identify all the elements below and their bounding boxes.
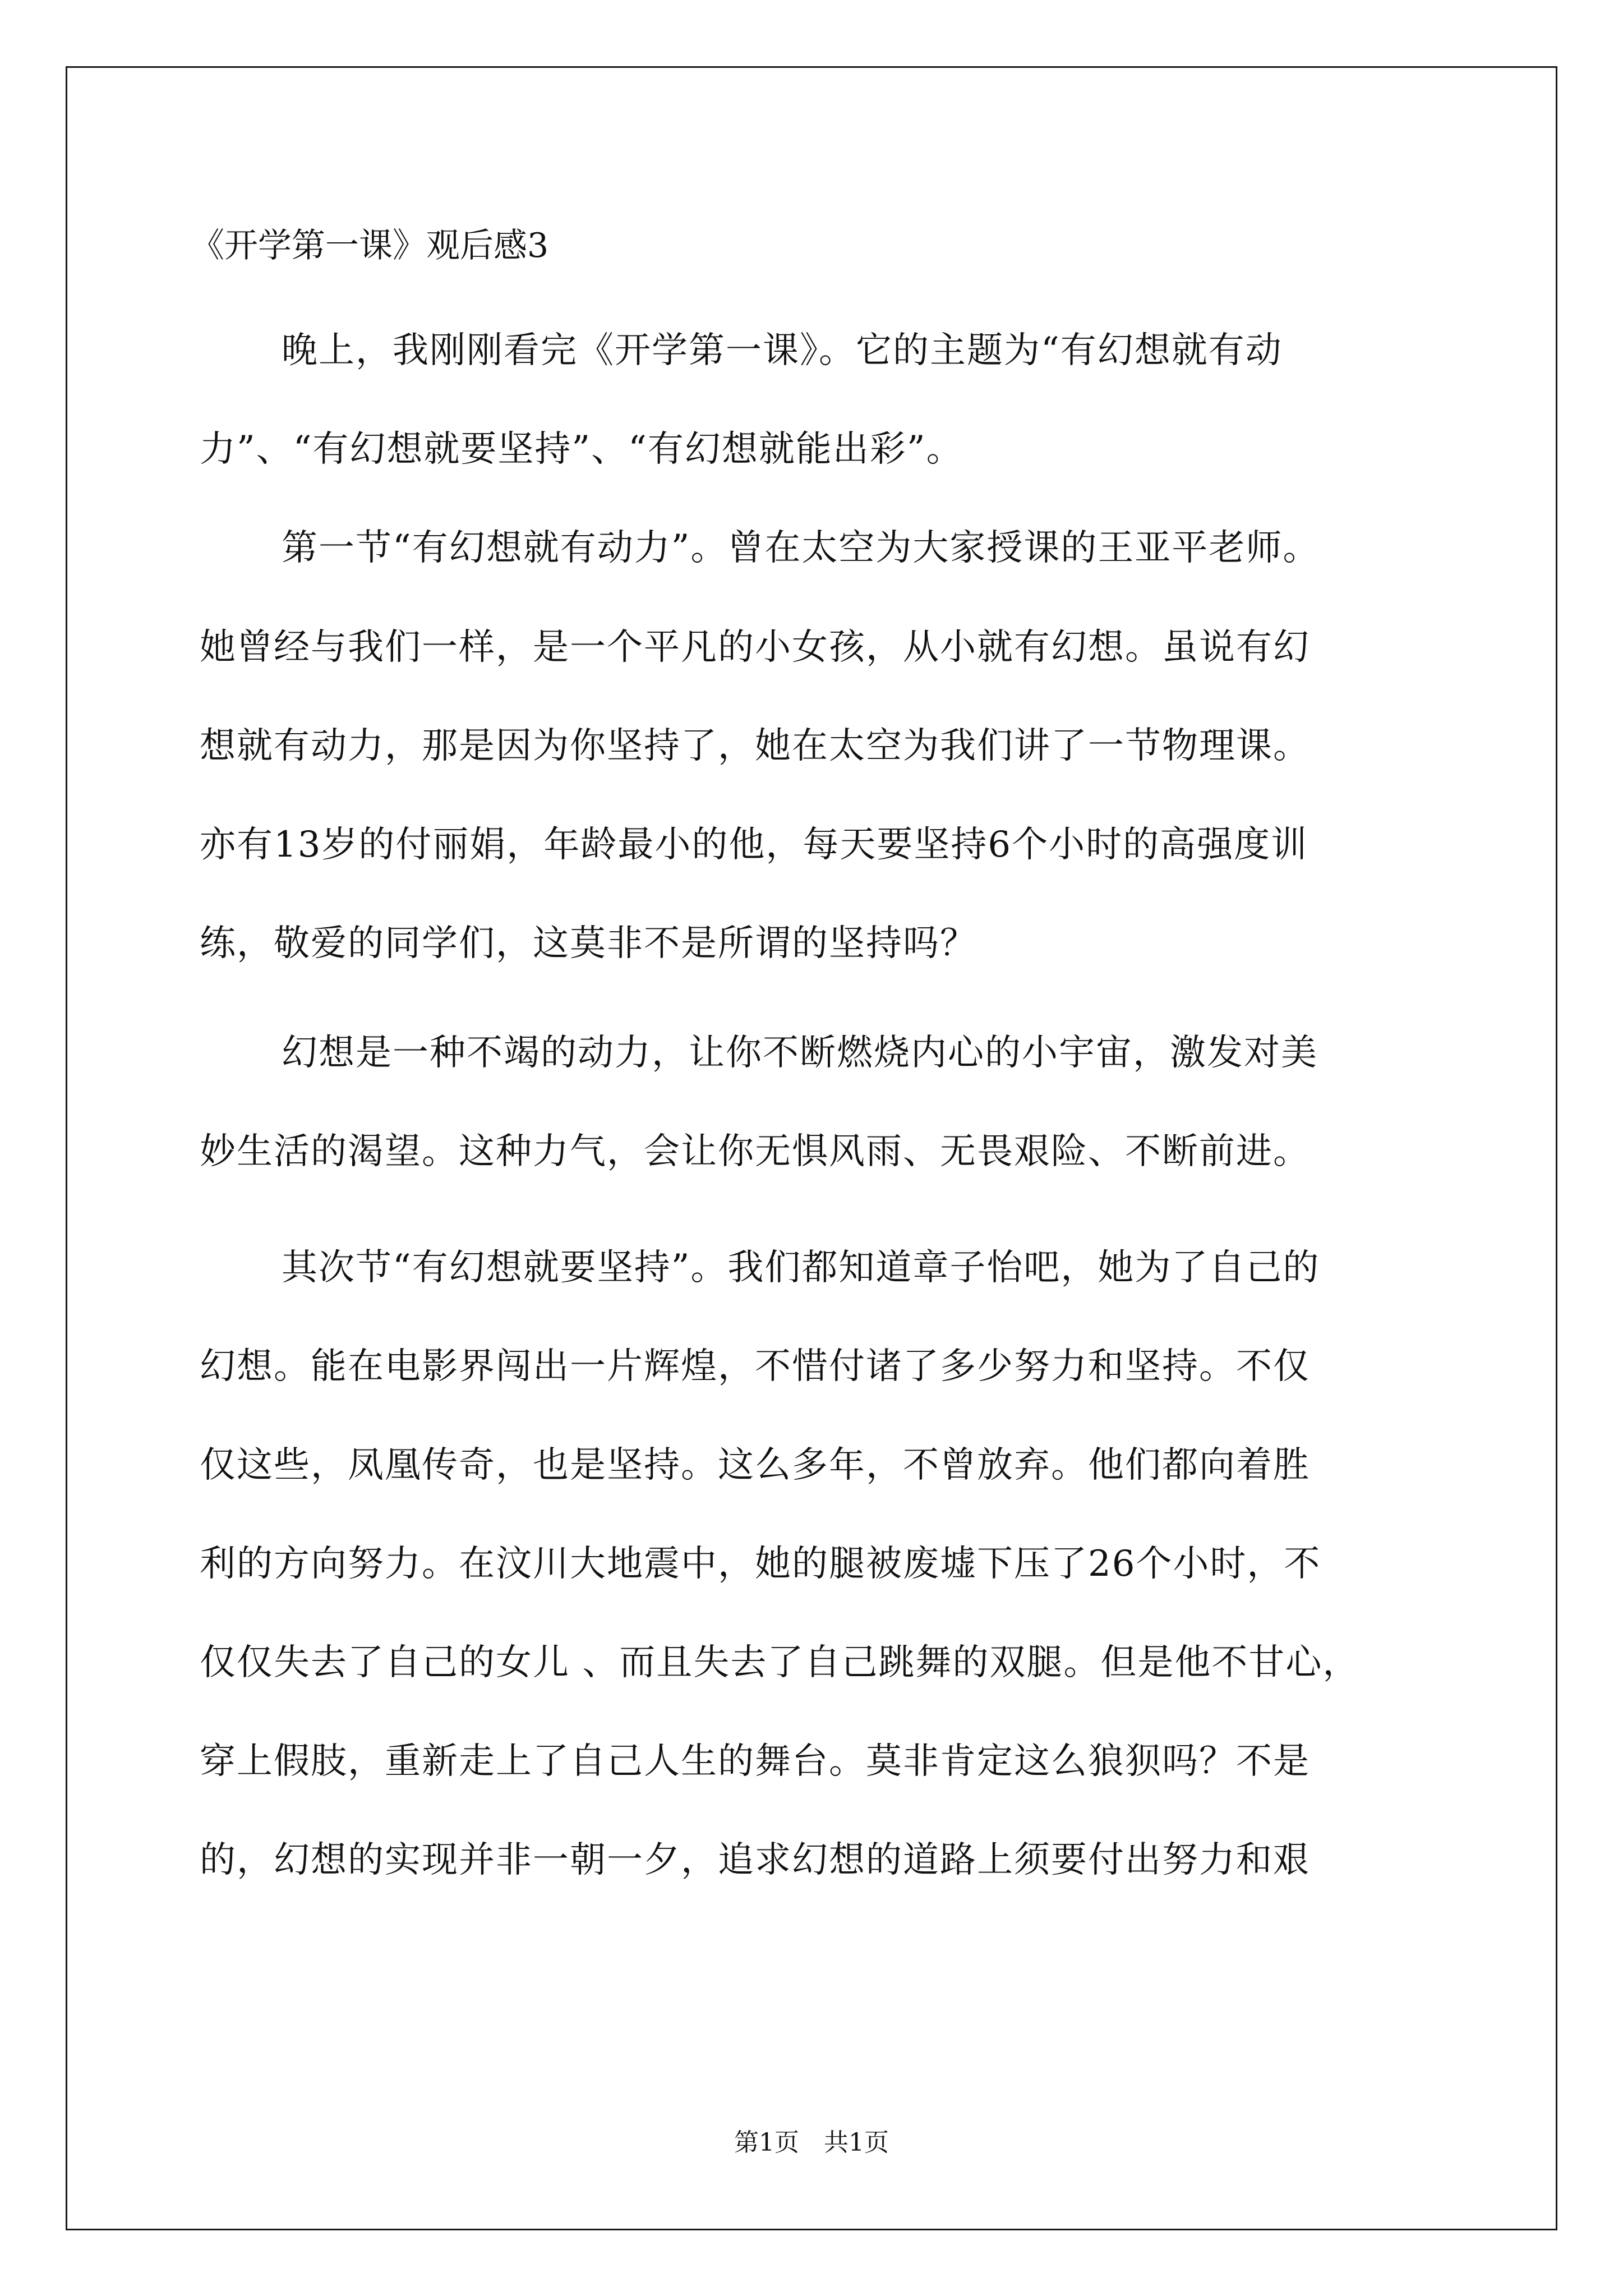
body-line: 仅这些，凤凰传奇，也是坚持。这么多年，不曾放弃。他们都向着胜 [200,1444,1310,1486]
body-line: 她曾经与我们一样，是一个平凡的小女孩，从小就有幻想。虽说有幻 [200,627,1310,668]
body-line: 亦有13岁的付丽娟，年龄最小的他，每天要坚持6个小时的高强度训 [200,824,1308,866]
body-line: 其次节“有幻想就要坚持”。我们都知道章子怡吧，她为了自己的 [282,1247,1320,1289]
page-number: 第1页 共1页 [734,2128,889,2157]
body-line: 的，幻想的实现并非一朝一夕，追求幻想的道路上须要付出努力和艰 [200,1839,1310,1881]
body-line: 穿上假肢，重新走上了自己人生的舞台。莫非肯定这么狼狈吗？不是 [200,1741,1310,1782]
body-line: 想就有动力，那是因为你坚持了，她在太空为我们讲了一节物理课。 [200,725,1310,767]
body-line: 利的方向努力。在汶川大地震中，她的腿被废墟下压了26个小时，不 [200,1543,1321,1585]
body-line: 妙生活的渴望。这种力气，会让你无惧风雨、无畏艰险、不断前进。 [200,1131,1310,1172]
body-line: 力”、“有幻想就要坚持”、“有幻想就能出彩”。 [200,429,963,470]
document-title: 《开学第一课》观后感3 [191,226,549,265]
body-line: 幻想。能在电影界闯出一片辉煌，不惜付诸了多少努力和坚持。不仅 [200,1346,1310,1387]
body-line: 第一节“有幻想就有动力”。曾在太空为大家授课的王亚平老师。 [282,527,1320,569]
body-line: 幻想是一种不竭的动力，让你不断燃烧内心的小宇宙，激发对美 [282,1032,1318,1074]
body-line: 练，敬爱的同学们，这莫非不是所谓的坚持吗？ [200,923,977,964]
body-line: 晚上，我刚刚看完《开学第一课》。它的主题为“有幻想就有动 [282,330,1283,371]
body-line: 仅仅失去了自己的女儿 、而且失去了自己跳舞的双腿。但是他不甘心， [200,1642,1360,1683]
